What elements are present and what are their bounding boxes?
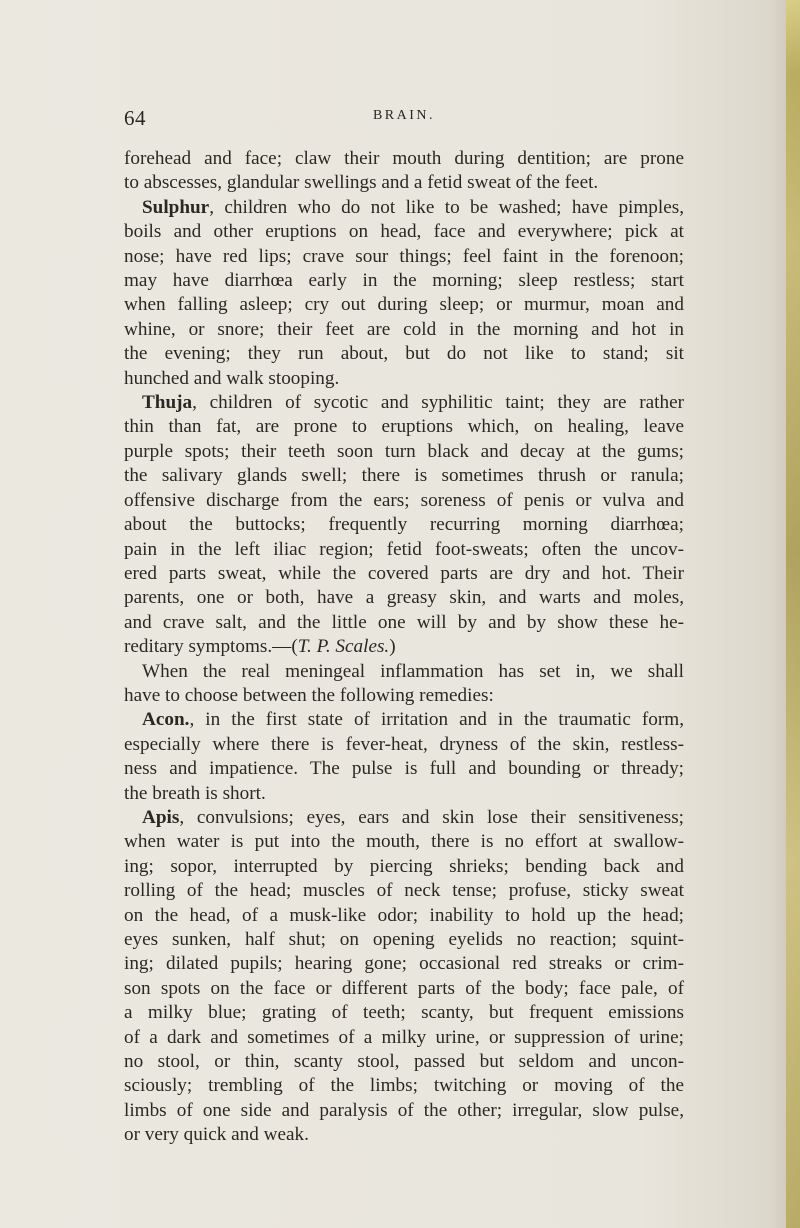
line-text: and crave salt, and the little one will by and by show these he- [124,611,684,633]
text-line [124,733,684,757]
text-line [124,806,684,830]
line-text: reditary symptoms.—( [124,636,298,658]
remedy-name: Thuja [142,392,193,414]
text-line [124,952,684,976]
text-line [124,660,684,684]
text-line [124,782,684,806]
text-line [124,415,684,439]
text-line [124,318,684,342]
line-text: thin than fat, are prone to eruptions which, on healing, leave [124,416,684,438]
line-text: sciously; trembling of the limbs; twitching or moving of the [124,1075,684,1097]
line-text: the breath is short. [124,782,266,804]
line-text: to abscesses, glandular swellings and a fetid sweat of the feet. [124,172,599,194]
text-line [124,342,684,366]
remedy-name: Acon. [142,709,190,731]
text-line [124,220,684,244]
text-line [124,1050,684,1074]
line-text: limbs of one side and paralysis of the other; irregular, slow pulse, [124,1099,684,1121]
line-text: nose; have red lips; crave sour things; feel faint in the forenoon; [124,245,684,267]
citation: T. P. Scales. [297,636,390,658]
line-text: when falling asleep; cry out during sleep; or murmur, moan and [124,294,684,316]
text-line [124,269,684,293]
line-text: the salivary glands swell; there is sometimes thrush or ranula; [124,465,684,487]
text-line [124,855,684,879]
text-line [124,489,684,513]
text-line [124,538,684,562]
text-line [124,147,684,171]
line-text: purple spots; their teeth soon turn black and decay at the gums; [124,440,684,462]
text-line [124,904,684,928]
line-text: whine, or snore; their feet are cold in the morning and hot in [124,318,684,340]
line-text: especially where there is fever-heat, dryness of the skin, restless- [124,733,684,755]
line-text: eyes sunken, half shut; on opening eyelids no reaction; squint- [124,929,684,950]
remedy-name: Apis [142,806,180,828]
text-line [124,245,684,269]
line-text: , in the first state of irritation and in the traumatic form, [189,709,684,731]
page-number: 64 [124,106,146,130]
text-line [124,391,684,415]
text-line [124,1074,684,1098]
line-text: about the buttocks; frequently recurring morning diarrhœa; [124,514,684,536]
text-line [124,293,684,317]
text-line [124,977,684,1001]
text-line [124,879,684,903]
text-line [124,586,684,610]
line-text: When the real meningeal inflammation has set in, we shall [142,660,684,682]
text-line [124,684,684,708]
line-text: have to choose between the following remedies: [124,684,494,706]
line-text: ered parts sweat, while the covered parts are dry and hot. Their [124,562,684,584]
line-text: pain in the left iliac region; fetid foot-sweats; often the uncov- [124,538,684,560]
text-line [124,196,684,220]
body-text [124,147,684,1148]
text-line [124,611,684,635]
remedy-name: Sulphur [142,196,210,218]
text-line [124,440,684,464]
line-text: a milky blue; grating of teeth; scanty, but frequent emissions [124,1002,684,1024]
line-text: ing; dilated pupils; hearing gone; occasional red streaks or crim- [124,953,684,975]
line-text: , convulsions; eyes, ears and skin lose their sensitiveness; [179,806,684,828]
text-line [124,562,684,586]
text-line [124,513,684,537]
text-line [124,1099,684,1123]
text-line [124,367,684,391]
text-line [124,635,684,659]
line-text: no stool, or thin, scanty stool, passed but seldom and uncon- [124,1051,684,1073]
line-text: ing; sopor, interrupted by piercing shrieks; bending back and [124,855,684,877]
line-text: , children of sycotic and syphilitic taint; they are rather [192,392,684,414]
text-line [124,928,684,952]
running-head: BRAIN. [372,108,436,123]
line-text: boils and other eruptions on head, face and everywhere; pick at [124,221,684,243]
line-text: offensive discharge from the ears; soreness of penis or vulva and [124,489,684,511]
text-line [124,1026,684,1050]
text-line [124,1123,684,1147]
page-header [124,106,684,130]
line-text: rolling of the head; muscles of neck tense; profuse, sticky sweat [124,880,684,902]
line-text: son spots on the face or different parts of the body; face pale, of [124,977,684,999]
text-line [124,830,684,854]
text-line [124,171,684,195]
text-line [124,464,684,488]
line-text: may have diarrhœa early in the morning; sleep restless; start [124,270,684,292]
line-text: or very quick and weak. [124,1124,309,1146]
line-text: the evening; they run about, but do not like to stand; sit [124,343,684,365]
page-edge [786,0,800,1228]
text-line [124,757,684,781]
text-line [124,708,684,732]
line-text: parents, one or both, have a greasy skin, and warts and moles, [124,587,684,609]
line-text: forehead and face; claw their mouth during dentition; are prone [124,148,684,169]
line-text: ness and impatience. The pulse is full and bounding or thready; [124,758,684,780]
line-text: hunched and walk stooping. [124,367,340,389]
line-text: , children who do not like to be washed; have pimples, [209,196,684,218]
line-text: on the head, of a musk-like odor; inability to hold up the head; [124,904,684,926]
line-text: when water is put into the mouth, there is no effort at swallow- [124,831,684,853]
line-text: of a dark and sometimes of a milky urine, or suppression of urine; [124,1026,684,1048]
text-line [124,1001,684,1025]
line-text-after: ) [389,636,396,658]
